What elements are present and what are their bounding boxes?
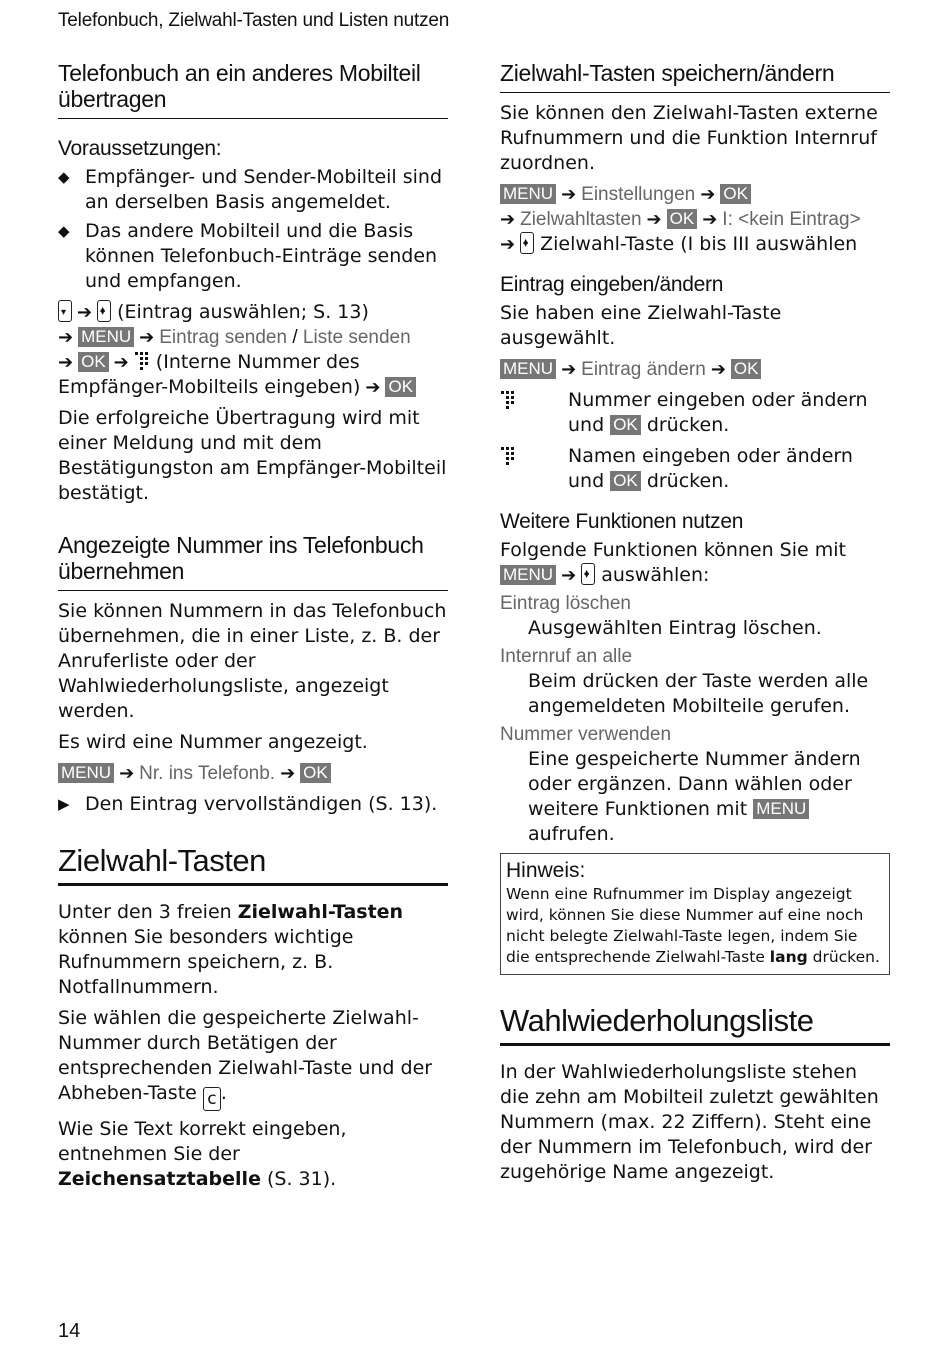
arrow-icon: ➔ [365,377,381,398]
arrow-icon: ➔ [561,359,577,380]
enter-steps [500,357,890,382]
save-steps [500,182,890,257]
paragraph: Sie wählen die gespeicherte Zielwahl-Nummer durch Betätigen der entsprechenden Zielwahl-Taste und der Abheben-Taste c . [58,1007,433,1109]
chapter-title-speed-dial: Zielwahl-Tasten [58,843,448,886]
text: drücken. [646,414,730,436]
section-title-adopt-number: Angezeigte Nummer ins Telefonbuch übernehmen [58,532,448,591]
function-description [500,747,890,847]
arrow-icon: ➔ [77,302,93,323]
diamond-bullet-icon: ◆ [58,222,70,240]
display-menu-item: Zielwahltasten [520,209,642,230]
text: aufrufen. [528,823,615,845]
paragraph: Die erfolgreiche Übertragung wird mit einer Meldung und mit dem Bestätigungston am Empfänger-Mobilteil bestätigt. [58,407,447,504]
nav-key-down-icon [58,300,72,322]
arrow-icon: ➔ [710,359,726,380]
left-column [58,60,448,1198]
arrow-icon: ➔ [561,565,577,586]
bold-text: Zeichensatztabelle [58,1168,261,1190]
handset-key-icon: c [203,1087,221,1111]
section-title-transfer: Telefonbuch an ein anderes Mobilteil übertragen [58,60,448,119]
arrow-icon: ➔ [280,763,296,784]
step-text: (Interne Nummer des Empfänger-Mobilteils eingeben) [58,351,361,398]
adopt-steps [58,761,448,786]
arrow-icon: ➔ [646,209,662,230]
diamond-bullet-icon: ◆ [58,168,70,186]
paragraph [500,538,890,588]
arrow-icon: ➔ [561,184,577,205]
ok-key: OK [300,763,331,783]
text: auswählen: [601,564,710,586]
keypad-icon [500,444,568,494]
display-menu-item: Einstellungen [581,184,696,205]
ok-key: OK [385,377,416,397]
step-text: Zielwahl-Taste (I bis III auswählen [540,233,858,255]
note-box [500,853,890,975]
display-menu-item: Eintrag senden [159,327,288,348]
note-title-text: Hinweis [506,859,580,882]
note-title-colon: : [579,859,586,882]
text: Eine gespeicherte Nummer ändern oder ergänzen. Dann wählen oder weitere Funktionen mit [528,748,861,820]
text: Namen eingeben oder ändern und [568,445,853,492]
arrow-icon: ➔ [139,327,155,348]
text: Nummer eingeben oder ändern und [568,389,868,436]
function-label: Internruf an alle [500,646,633,667]
keypad-icon [500,388,568,438]
triangle-bullet-icon: ▶ [58,795,70,813]
list-item-text: Den Eintrag vervollständigen (S. 13). [85,793,438,815]
arrow-icon: ➔ [58,352,74,373]
text: Sie wählen die gespeicherte Zielwahl-Nummer durch Betätigen der entsprechenden Zielwahl-Taste und der Abheben-Taste [58,1007,433,1104]
ok-key: OK [667,209,698,229]
menu-key: MENU [753,799,809,819]
function-label: Nummer verwenden [500,724,672,745]
function-label: Eintrag löschen [500,593,631,614]
ok-key: OK [78,352,109,372]
list-item-text: Das andere Mobilteil und die Basis können Telefonbuch-Einträge senden und empfangen. [85,220,438,292]
paragraph: Es wird eine Nummer angezeigt. [58,731,368,753]
section-title-save-speed-dial: Zielwahl-Tasten speichern/ändern [500,60,890,93]
requirements-colon: : [215,137,222,160]
ok-key: OK [610,415,641,435]
requirements-heading [58,137,448,161]
paragraph: Sie können den Zielwahl-Tasten externe Rufnummern und die Funktion Internruf zuordnen. [500,102,878,174]
text: können Sie besonders wichtige Rufnummern speichern, z. B. Notfallnummern. [58,926,354,998]
ok-key: OK [610,471,641,491]
arrow-icon: ➔ [119,763,135,784]
arrow-icon: ➔ [113,352,129,373]
display-menu-item: Liste senden [302,327,411,348]
paragraph: In der Wahlwiederholungsliste stehen die zehn am Mobilteil zuletzt gewählten Nummern (max. 22 Ziffern). Steht eine der Nummern im Telefonbuch, wird der zugehörige Name angezeigt. [500,1061,879,1183]
menu-key: MENU [78,327,134,347]
display-menu-item: I: <kein Eintrag> [722,209,861,230]
text: Wie Sie Text korrekt eingeben, entnehmen Sie der [58,1118,347,1165]
ok-key: OK [731,359,762,379]
nav-key-updown-icon [97,300,111,322]
text: Folgende Funktionen können Sie mit [500,539,846,561]
ok-key: OK [720,184,751,204]
paragraph [58,1117,448,1192]
section-title-enter-entry: Eintrag eingeben/ändern [500,273,724,296]
text: drücken. [646,470,730,492]
step-text: (Eintrag auswählen; S. 13) [117,301,369,323]
arrow-icon: ➔ [700,184,716,205]
bold-text: lang [769,948,808,966]
requirements-label: Voraussetzungen [58,137,216,160]
instruction-row [500,388,890,438]
list-item [58,792,448,817]
display-menu-item: Nr. ins Telefonb. [139,763,276,784]
bold-text: Zielwahl-Tasten [237,901,404,923]
running-header: Telefonbuch, Zielwahl-Tasten und Listen nutzen [58,10,450,31]
nav-key-updown-icon [520,232,534,254]
text: Unter den 3 freien [58,901,238,923]
arrow-icon: ➔ [58,327,74,348]
note-body [506,884,884,968]
list-item [58,165,448,215]
text: Wenn eine Rufnummer im Display angezeigt wird, können Sie diese Nummer auf eine noch nicht belegte Zielwahl-Taste legen, indem Sie die entsprechende Zielwahl-Taste [506,885,864,966]
keypad-icon [134,351,150,371]
paragraph: Sie können Nummern in das Telefonbuch übernehmen, die in einer Liste, z. B. der Anruferliste oder der Wahlwiederholungsliste, angezeigt werden. [58,600,447,722]
list-item-text: Empfänger- und Sender-Mobilteil sind an derselben Basis angemeldet. [85,166,443,213]
display-menu-item: Eintrag ändern [581,359,706,380]
paragraph [58,900,448,1000]
separator: / [287,327,303,348]
instruction-text [568,388,890,438]
instruction-text [568,444,890,494]
list-item [58,219,448,294]
note-title [506,858,884,884]
arrow-icon: ➔ [500,209,516,230]
nav-key-updown-icon [581,563,595,585]
function-description: Ausgewählten Eintrag löschen. [528,617,822,639]
instruction-row [500,444,890,494]
text: drücken. [807,948,880,966]
paragraph: Sie haben eine Zielwahl-Taste ausgewählt. [500,302,782,349]
chapter-title-redial-list: Wahlwiederholungsliste [500,1003,890,1046]
function-description: Beim drücken der Taste werden alle angemeldeten Mobilteile gerufen. [528,670,869,717]
text: (S. 31). [260,1168,337,1190]
transfer-steps [58,300,448,400]
menu-key: MENU [58,763,114,783]
menu-key: MENU [500,359,556,379]
arrow-icon: ➔ [500,234,516,255]
page-number: 14 [58,1320,81,1342]
right-column [500,60,890,1191]
menu-key: MENU [500,565,556,585]
arrow-icon: ➔ [702,209,718,230]
section-title-more-functions: Weitere Funktionen nutzen [500,510,744,533]
menu-key: MENU [500,184,556,204]
